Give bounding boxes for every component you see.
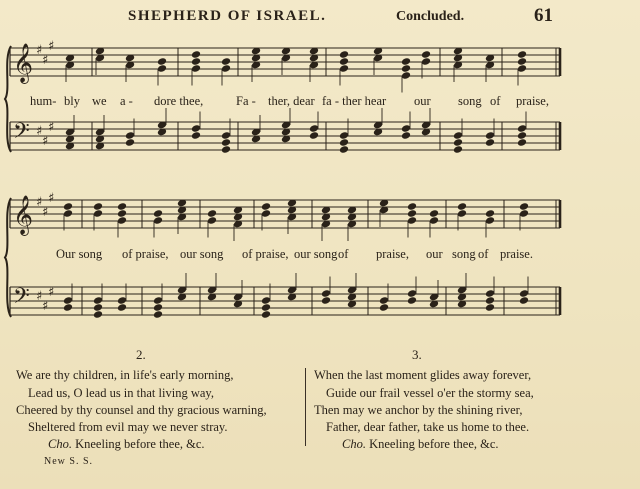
verse-3-line: Father, dear father, take us home to thee. (326, 420, 530, 434)
lyric-syllable: of (338, 247, 349, 261)
note-head (339, 57, 349, 66)
note-head (429, 209, 439, 218)
lyric-syllable: of (490, 94, 501, 108)
note-head (421, 50, 431, 59)
note-head (485, 209, 495, 218)
note-head (153, 209, 163, 218)
lyric-syllable: praise, (516, 94, 549, 108)
sharp-icon: ♯ (42, 205, 49, 220)
note-head (63, 303, 73, 312)
note-head (519, 202, 529, 211)
chorus-text: Kneeling before thee, &c. (369, 437, 499, 451)
chorus-label: Cho. (48, 437, 72, 451)
sharp-icon: ♯ (42, 134, 49, 149)
lyric-syllable: our (414, 94, 431, 108)
lyric-syllable: praise. (500, 247, 533, 261)
note-head (63, 202, 73, 211)
lyric-syllable: our song (180, 247, 224, 261)
note-head (261, 303, 271, 312)
note-head (517, 50, 527, 59)
lyric-syllable: our (426, 247, 443, 261)
note-head (117, 303, 127, 312)
note-head (401, 64, 411, 73)
bass-clef-icon: 𝄢 (13, 284, 30, 314)
chorus-label: Cho. (342, 437, 366, 451)
sharp-icon: ♯ (36, 195, 43, 210)
note-head (207, 209, 217, 218)
note-head (339, 138, 349, 147)
note-head (407, 202, 417, 211)
note-head (517, 57, 527, 66)
note-head (117, 209, 127, 218)
lyric-syllable: song (452, 247, 476, 261)
staff-system-2-treble (10, 191, 560, 241)
verse-3-number: 3. (412, 347, 422, 362)
page-number: 61 (534, 5, 553, 26)
chorus-text: Kneeling before thee, &c. (75, 437, 205, 451)
lyric-syllable: praise, (376, 247, 409, 261)
verse-2-chorus (48, 437, 205, 452)
note-head (519, 296, 529, 305)
verse-3-line: Then may we anchor by the shining river, (314, 403, 523, 417)
note-head (191, 57, 201, 66)
note-head (517, 138, 527, 147)
note-head (117, 202, 127, 211)
verse-2-line: Cheered by thy counsel and thy gracious warning, (16, 403, 267, 417)
staff-system-1-bass (10, 108, 560, 154)
note-head (153, 310, 163, 319)
note-head (339, 50, 349, 59)
lyric-syllable: bly (64, 94, 80, 108)
lyric-syllable: hum- (30, 94, 57, 108)
note-head (93, 303, 103, 312)
sharp-icon: ♯ (42, 53, 49, 68)
verse-2-line: Lead us, O lead us in that living way, (28, 386, 214, 400)
staff-system-2-bass (10, 273, 560, 319)
sharp-icon: ♯ (48, 39, 55, 54)
note-head (153, 303, 163, 312)
lyric-syllable: we (92, 94, 107, 108)
sharp-icon: ♯ (42, 299, 49, 314)
note-head (125, 138, 135, 147)
sharp-icon: ♯ (48, 285, 55, 300)
verse-2-number: 2. (136, 347, 146, 362)
note-head (401, 131, 411, 140)
sharp-icon: ♯ (36, 43, 43, 58)
treble-clef-icon: 𝄞 (13, 43, 34, 83)
verse-2-line: Sheltered from evil may we never stray. (28, 420, 228, 434)
sharp-icon: ♯ (48, 120, 55, 135)
lyric-syllable: Our song (56, 247, 103, 261)
staff-system-1-treble (10, 39, 560, 93)
note-head (457, 202, 467, 211)
lyric-syllable: song (458, 94, 482, 108)
lyric-syllable: of praise, (122, 247, 169, 261)
note-head (485, 138, 495, 147)
lyric-syllable: of praise, (242, 247, 289, 261)
note-head (339, 145, 349, 154)
hymn-subtitle: Concluded. (396, 9, 465, 24)
lyric-syllable: fa - ther hear (322, 94, 387, 108)
lyric-syllable: of (478, 247, 489, 261)
note-head (93, 202, 103, 211)
lyric-syllable: Fa - (236, 94, 256, 108)
note-head (485, 296, 495, 305)
sharp-icon: ♯ (48, 191, 55, 206)
lyric-syllable: our song (294, 247, 338, 261)
note-head (407, 296, 417, 305)
verse-divider (305, 368, 306, 446)
note-head (517, 131, 527, 140)
verse-3-chorus (342, 437, 499, 452)
note-head (453, 138, 463, 147)
note-head (157, 57, 167, 66)
lyric-syllable: dore thee, (154, 94, 204, 108)
lyric-syllable: a - (120, 94, 133, 108)
note-head (221, 145, 231, 154)
note-head (401, 57, 411, 66)
verse-2-line: We are thy children, in life's early morning, (16, 368, 234, 382)
sharp-icon: ♯ (36, 289, 43, 304)
note-head (309, 131, 319, 140)
note-head (191, 131, 201, 140)
note-head (221, 138, 231, 147)
note-head (407, 209, 417, 218)
sharp-icon: ♯ (36, 124, 43, 139)
note-head (485, 303, 495, 312)
note-head (93, 310, 103, 319)
note-head (321, 296, 331, 305)
note-head (261, 310, 271, 319)
note-head (379, 303, 389, 312)
bass-clef-icon: 𝄢 (13, 119, 30, 149)
verse-3-line: When the last moment glides away forever, (314, 368, 532, 382)
note-head (191, 50, 201, 59)
treble-clef-icon: 𝄞 (13, 195, 34, 235)
lyric-syllable: ther, dear (268, 94, 315, 108)
note-head (453, 145, 463, 154)
hymn-title: SHEPHERD OF ISRAEL. (128, 8, 327, 24)
note-head (221, 57, 231, 66)
note-head (261, 202, 271, 211)
footer-signature: New S. S. (44, 456, 94, 467)
verse-3-line: Guide our frail vessel o'er the stormy sea, (326, 386, 534, 400)
